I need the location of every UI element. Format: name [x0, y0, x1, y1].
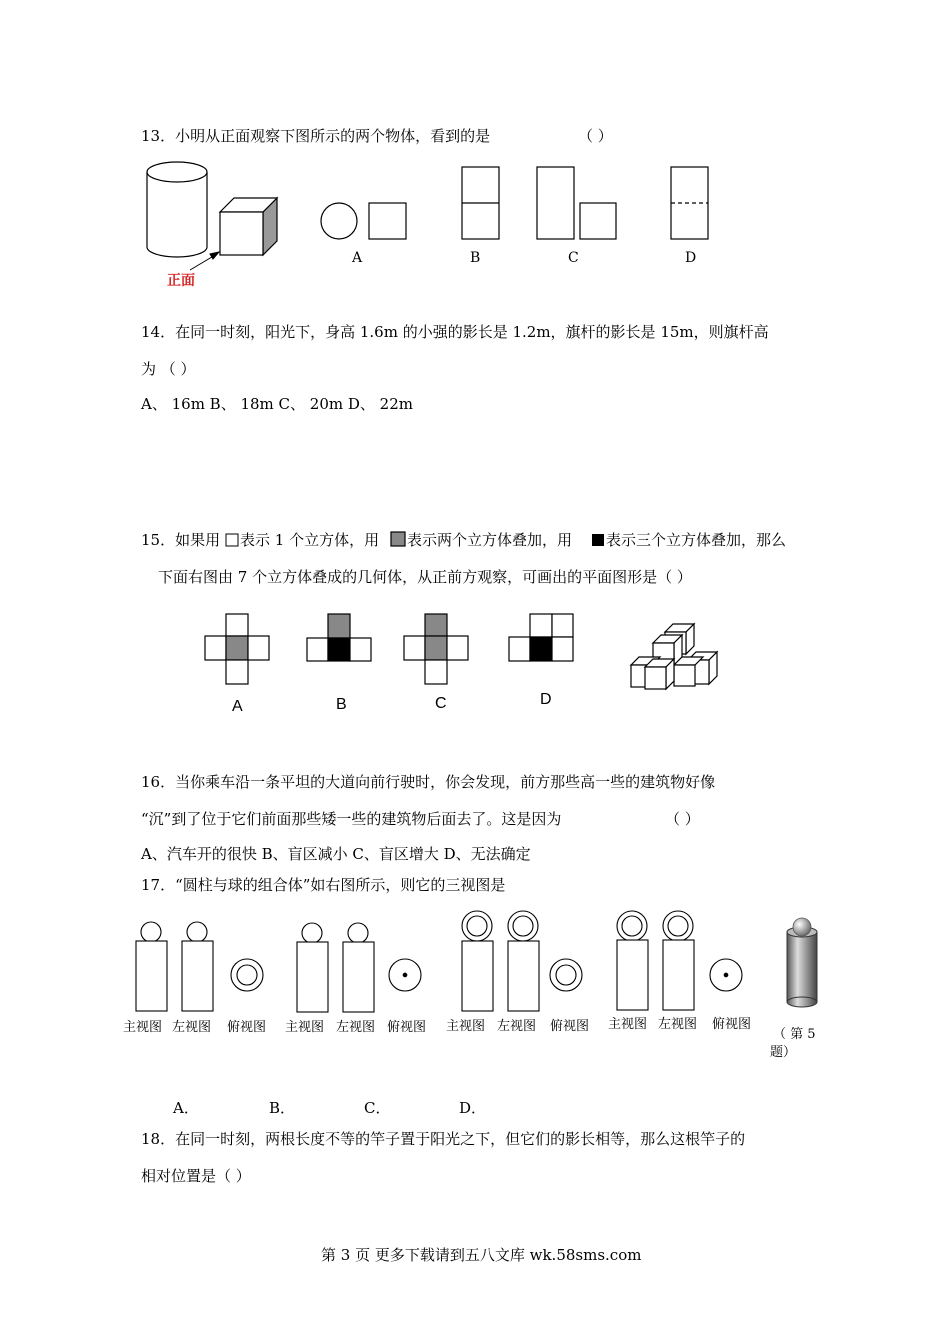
q13-option-c-label: C: [568, 250, 579, 266]
q15-option-c-figure: [404, 614, 468, 684]
cylinder-sphere-3d-figure: [787, 918, 817, 1007]
q17-figure-caption-line1: （ 第 5: [773, 1027, 816, 1042]
q17-option-a-figure: [136, 922, 263, 1011]
q15-part2: 表示 1 个立方体，用: [240, 531, 380, 549]
q17-figure-caption-line2: 题）: [770, 1045, 797, 1060]
q13-answer-paren: （ ）: [578, 127, 613, 145]
q15-option-a-label: A: [232, 698, 243, 715]
q16-answer-paren: （ ）: [665, 810, 700, 828]
q14-choices: A、 16m B、 18m C、 20m D、 22m: [141, 395, 413, 413]
q17-option-b-figure: [297, 923, 421, 1012]
cylinder-figure: [147, 162, 207, 257]
front-label: 正面: [167, 273, 195, 289]
q15-option-c-label: C: [435, 695, 447, 712]
q15-part1: 15．如果用: [141, 531, 221, 549]
gray-square-icon: [391, 532, 405, 546]
q15-line2: 下面右图由 7 个立方体叠成的几何体，从正前方观察，可画出的平面图形是（ ）: [158, 568, 692, 586]
q13-option-a-label: A: [352, 250, 363, 266]
q17-c-left-view: 左视图: [497, 1019, 537, 1034]
q13-text: 13．小明从正面观察下图所示的两个物体，看到的是: [141, 127, 491, 145]
q17-option-c-figure: [462, 911, 582, 1011]
q17-text: 17．“圆柱与球的组合体”如右图所示，则它的三视图是: [141, 876, 506, 894]
q13-option-b-label: B: [470, 250, 481, 266]
q17-option-d-figure: [617, 911, 742, 1010]
q15-part3: 表示两个立方体叠加，用: [407, 531, 573, 549]
q17-option-c-label: C．: [364, 1099, 391, 1117]
q15-option-b-label: B: [336, 696, 347, 713]
q16-choices: A、汽车开的很快 B、盲区减小 C、盲区增大 D、无法确定: [141, 845, 531, 863]
q15-option-a-figure: [205, 614, 269, 684]
q13-option-a-figure: [321, 203, 406, 239]
page-footer: 第 3 页 更多下载请到五八文库 wk.58sms.com: [321, 1246, 642, 1264]
q17-b-left-view: 左视图: [336, 1020, 376, 1035]
q17-d-top-view: 俯视图: [712, 1017, 752, 1032]
stacked-cubes-figure: [631, 624, 717, 689]
q14-line2: 为 （ ）: [141, 360, 196, 378]
q13-option-d-figure: [671, 167, 708, 239]
q17-a-top-view: 俯视图: [227, 1020, 267, 1035]
q17-d-main-view: 主视图: [608, 1017, 648, 1032]
q13-option-b-figure: [462, 167, 499, 239]
black-square-icon: [592, 534, 604, 546]
q17-option-a-label: A．: [173, 1099, 199, 1117]
q15-option-d-label: D: [540, 691, 552, 708]
q17-b-main-view: 主视图: [285, 1020, 325, 1035]
q17-d-left-view: 左视图: [658, 1017, 698, 1032]
q18-line1: 18．在同一时刻，两根长度不等的竿子置于阳光之下，但它们的影长相等，那么这根竿子的: [141, 1130, 746, 1148]
cube-figure: [220, 198, 277, 255]
q13-option-c-figure: [537, 167, 616, 239]
q17-option-d-label: D．: [459, 1099, 487, 1117]
q18-line2: 相对位置是（ ）: [141, 1167, 251, 1185]
q15-option-b-figure: [307, 614, 371, 661]
q15-option-d-figure: [509, 614, 573, 661]
white-square-icon: [226, 534, 238, 546]
q15-part4: 表示三个立方体叠加，那么: [606, 531, 787, 549]
q16-line2: “沉”到了位于它们前面那些矮一些的建筑物后面去了。这是因为: [141, 810, 562, 828]
q17-a-left-view: 左视图: [172, 1020, 212, 1035]
q13-option-d-label: D: [685, 250, 697, 266]
q17-b-top-view: 俯视图: [387, 1020, 427, 1035]
q17-option-b-label: B．: [269, 1099, 296, 1117]
q17-c-main-view: 主视图: [446, 1019, 486, 1034]
q14-line1: 14．在同一时刻，阳光下，身高 1.6m 的小强的影长是 1.2m，旗杆的影长是 15m，则旗杆高: [141, 323, 769, 341]
q16-line1: 16．当你乘车沿一条平坦的大道向前行驶时，你会发现，前方那些高一些的建筑物好像: [141, 773, 716, 791]
q17-a-main-view: 主视图: [123, 1020, 163, 1035]
q17-c-top-view: 俯视图: [550, 1019, 590, 1034]
